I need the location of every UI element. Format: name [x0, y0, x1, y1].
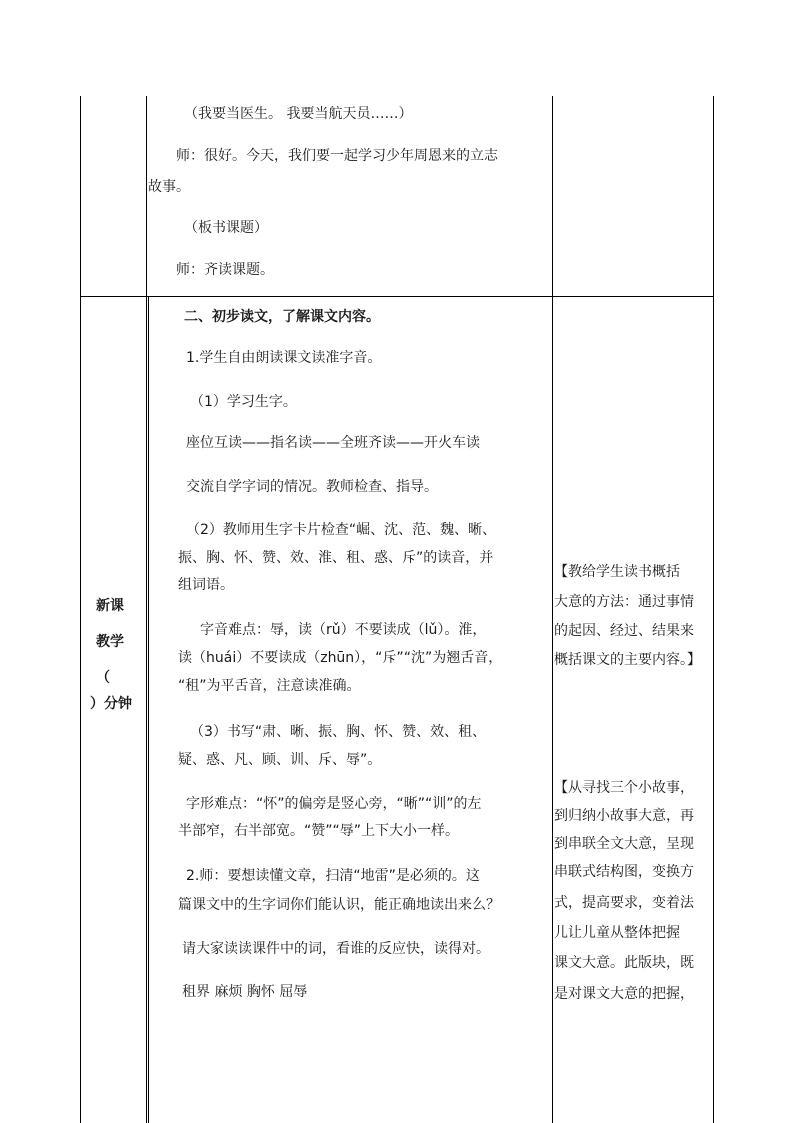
note-line: 大意的方法：通过事情	[554, 594, 694, 610]
text-line: 读（huái）不要读成（zhūn），“斥”“沈”为翘舌音，	[178, 650, 503, 666]
text-line: 故事。	[148, 179, 190, 195]
text-line: （板书课题）	[184, 220, 268, 236]
text-line: “租”为平舌音，注意读准确。	[178, 678, 361, 694]
text-line: 交流自学字词的情况。教师检查、指导。	[186, 479, 438, 495]
text-line: 振、胸、怀、赞、效、淮、租、惑、斥”的读音，并	[178, 550, 494, 566]
note-line: 到串联全文大意，呈现	[554, 836, 694, 852]
table-col-divider-1	[146, 96, 147, 1123]
section-label-line: 新课	[96, 598, 124, 614]
text-line: 1.学生自由朗读课文读准字音。	[186, 350, 382, 366]
table-row-divider	[80, 296, 714, 297]
note-line: 【从寻找三个小故事，	[554, 780, 694, 796]
text-line: 字音难点：辱，读（rǔ）不要读成（lǔ）。淮，	[200, 622, 487, 638]
table-left-border	[80, 96, 81, 1123]
note-line: 的起因、经过、结果来	[554, 623, 694, 639]
section-label-line: ）分钟	[90, 696, 132, 712]
note-line: 串联式结构图，变换方	[554, 864, 694, 880]
text-line: 组词语。	[178, 577, 234, 593]
text-line: 2.师：要想读懂文章，扫清“地雷”是必须的。这	[186, 868, 480, 884]
text-line: （3）书写“肃、晰、振、胸、怀、赞、效、租、	[190, 724, 487, 740]
note-line: 式，提高要求，变着法	[554, 895, 694, 911]
text-line: 篇课文中的生字词你们能认识，能正确地读出来么？	[178, 897, 500, 913]
note-line: 【教给学生读书概括	[554, 564, 680, 580]
text-line: （2）教师用生字卡片检查“崛、沈、范、魏、晰、	[186, 522, 497, 538]
text-line: 师：齐读课题。	[176, 262, 274, 278]
text-line: 半部窄，右半部宽。“赞”“辱”上下大小一样。	[178, 823, 460, 839]
table-right-border	[713, 96, 714, 1123]
note-line: 儿让儿童从整体把握	[554, 925, 680, 941]
note-line: 概括课文的主要内容。】	[554, 652, 701, 668]
section-label-line: （	[96, 670, 110, 686]
note-line: 课文大意。此版块，既	[554, 955, 694, 971]
note-line: 是对课文大意的把握，	[554, 986, 694, 1002]
word-list: 租界 麻烦 胸怀 屈辱	[182, 984, 308, 1000]
table-col-divider-1b	[148, 296, 149, 1123]
note-line: 到归纳小故事大意，再	[554, 808, 694, 824]
text-line: 请大家读读课件中的词，看谁的反应快，读得对。	[182, 941, 490, 957]
text-line: 座位互读——指名读——全班齐读——开火车读	[186, 435, 480, 451]
text-line: （我要当医生。 我要当航天员……）	[184, 106, 413, 122]
section-heading: 二、初步读文，了解课文内容。	[184, 309, 380, 325]
text-line: 师：很好。今天，我们要一起学习少年周恩来的立志	[176, 148, 498, 164]
text-line: 字形难点：“怀”的偏旁是竖心旁，“晰”“训”的左	[186, 796, 482, 812]
text-line: （1）学习生字。	[190, 394, 297, 410]
section-label-line: 教学	[96, 634, 124, 650]
text-line: 疑、惑、凡、顾、训、斥、辱”。	[178, 752, 382, 768]
table-col-divider-2	[552, 96, 553, 1123]
